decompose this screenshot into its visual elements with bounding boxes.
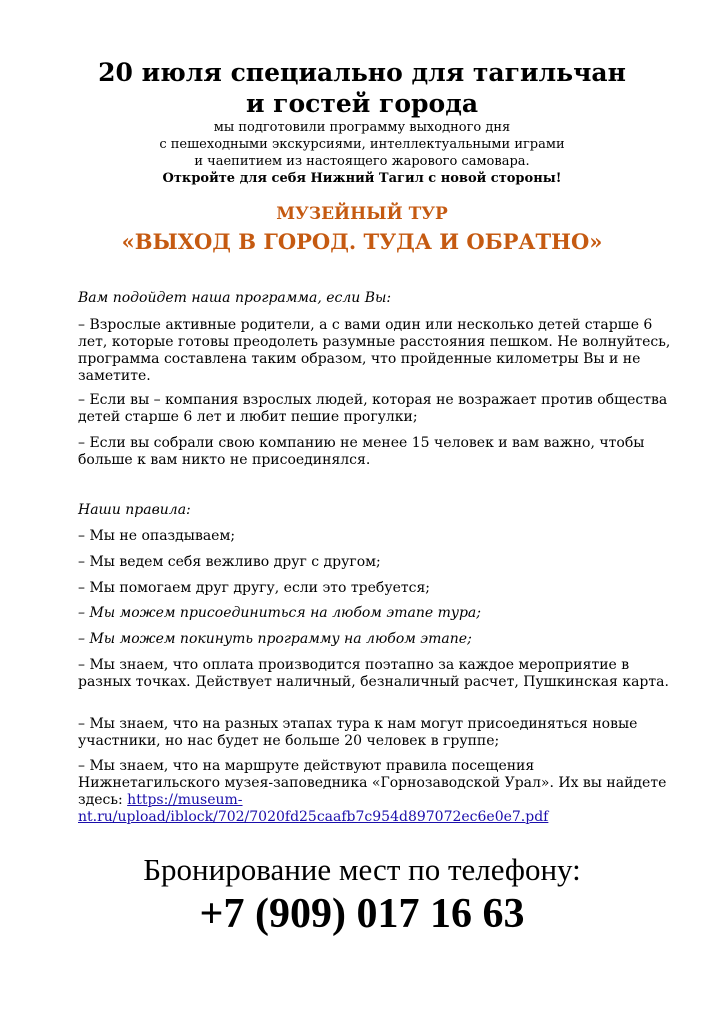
- audience-heading: Вам подойдет наша программа, если Вы:: [78, 290, 392, 306]
- rules-item-2: – Мы ведем себя вежливо друг с другом;: [78, 554, 381, 570]
- booking-label: Бронирование мест по телефону:: [143, 852, 581, 887]
- rules-item-8: [78, 758, 678, 826]
- rules-item-3: – Мы помогаем друг другу, если это требуется;: [78, 580, 431, 596]
- rules-item-5: – Мы можем покинуть программу на любом этапе;: [78, 631, 472, 647]
- audience-item-3: – Если вы собрали свою компанию не менее 15 человек и вам важно, чтобы больше к вам никто не присоединялся.: [78, 435, 645, 468]
- rules-link[interactable]: https://museum-nt.ru/upload/iblock/702/7020fd25caafb7c954d897072ec6e0e7.pdf: [78, 792, 549, 825]
- rules-item-6: – Мы знаем, что оплата производится поэтапно за каждое мероприятие в разных точках. Действует наличный, безналичный расчет, Пушкинская карта.: [78, 657, 669, 690]
- audience-item-2: – Если вы – компания взрослых людей, которая не возражает против общества детей старше 6 лет и любит пешие прогулки;: [78, 392, 668, 425]
- booking-phone: +7 (909) 017 16 63: [199, 891, 525, 937]
- intro-line-3: и чаепитием из настоящего жарового самовара.: [194, 154, 530, 169]
- tour-name: «ВЫХОД В ГОРОД. ТУДА И ОБРАТНО»: [121, 229, 603, 254]
- intro-line-4: Откройте для себя Нижний Тагил с новой стороны!: [162, 171, 562, 186]
- rules-item-4: – Мы можем присоединиться на любом этапе тура;: [78, 605, 481, 621]
- title-line-2: и гостей города: [245, 89, 479, 118]
- intro-line-2: с пешеходными экскурсиями, интеллектуальными играми: [159, 137, 565, 152]
- intro: [40, 119, 684, 187]
- rules-item-1: – Мы не опаздываем;: [78, 528, 236, 544]
- rules-item-7: – Мы знаем, что на разных этапах тура к нам могут присоединяться новые участники, но нас будет не больше 20 человек в группе;: [78, 716, 638, 749]
- rules-heading: Наши правила:: [78, 502, 191, 518]
- page-title: [40, 57, 684, 119]
- tour-label: МУЗЕЙНЫЙ ТУР: [276, 204, 448, 224]
- audience-item-1: – Взрослые активные родители, а с вами один или несколько детей старше 6 лет, которые готовы преодолеть разумные расстояния пешком. Не волнуйтесь, программа составлена таким образом, что пройденные километры Вы и не заметите.: [78, 317, 671, 384]
- intro-line-1: мы подготовили программу выходного дня: [213, 120, 511, 135]
- rules-item-8-text: – Мы знаем, что на маршруте действуют правила посещения Нижнетагильского музея-заповедника «Горнозаводской Урал». Их вы найдете здесь:: [78, 758, 667, 808]
- title-line-1: 20 июля специально для тагильчан: [98, 58, 626, 87]
